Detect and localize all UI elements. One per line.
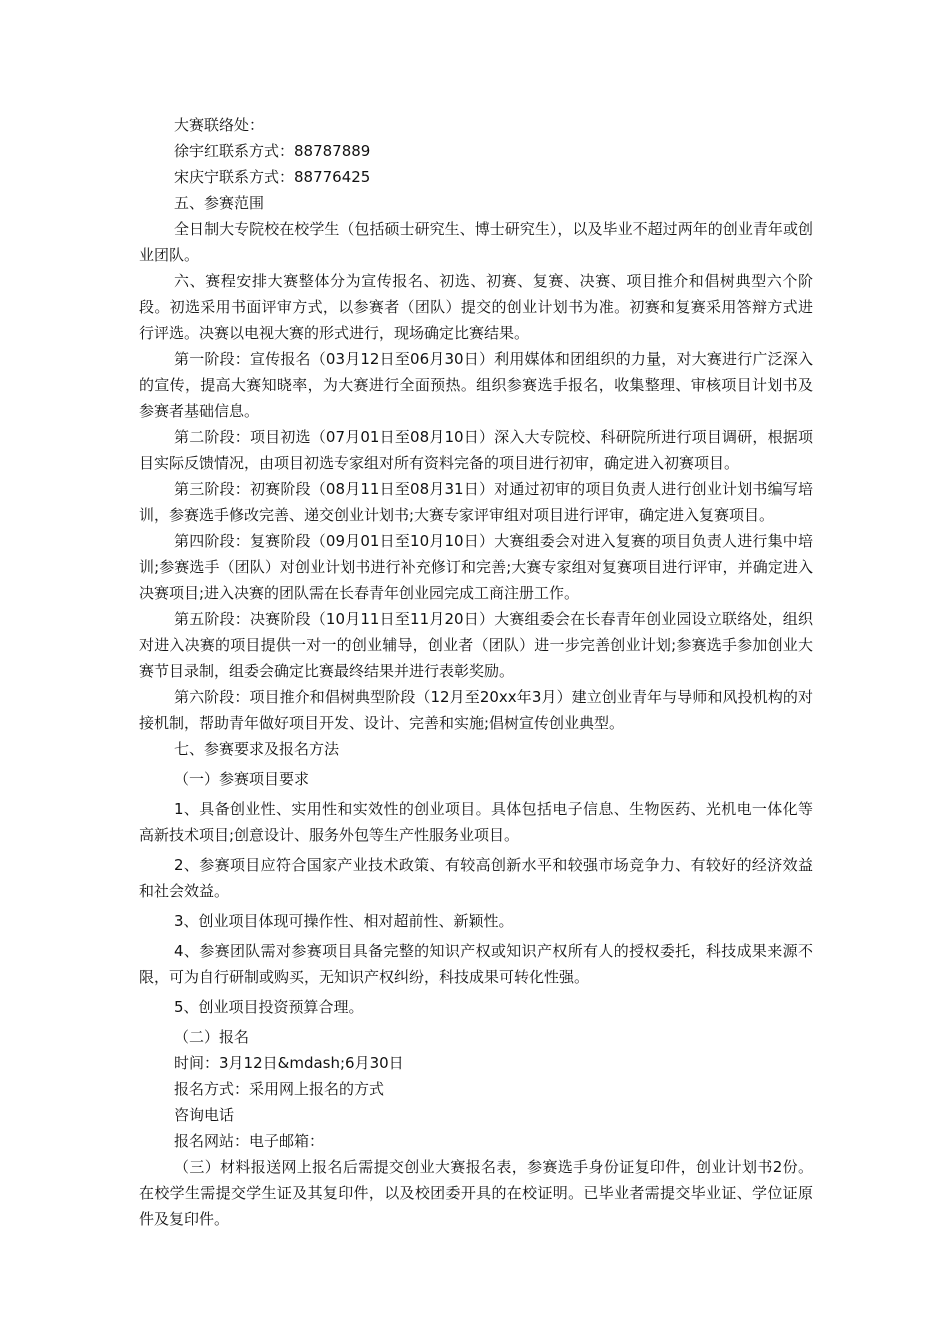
requirement-3: 3、创业项目体现可操作性、相对超前性、新颖性。 <box>174 912 514 930</box>
contact-xu: 徐宇红联系方式：88787889 <box>174 142 371 160</box>
registration-time: 时间：3月12日&mdash;6月30日 <box>174 1054 404 1072</box>
stage-3: 第三阶段：初赛阶段（08月11日至08月31日）对通过初审的项目负责人进行创业计划书编写培训，参赛选手修改完善、递交创业计划书;大赛专家评审组对项目进行评审，确定进入复赛项目。 <box>139 480 813 524</box>
requirement-5: 5、创业项目投资预算合理。 <box>174 998 364 1016</box>
contact-song: 宋庆宁联系方式：88776425 <box>174 168 371 186</box>
section-5-heading: 五、参赛范围 <box>174 194 265 212</box>
stage-5: 第五阶段：决赛阶段（10月11日至11月20日）大赛组委会在长春青年创业园设立联络处，组织对进入决赛的项目提供一对一的创业辅导，创业者（团队）进一步完善创业计划;参赛选手参加创业大赛节目录制，组委会确定比赛最终结果并进行表彰奖励。 <box>139 610 813 680</box>
section-7-heading: 七、参赛要求及报名方法 <box>174 740 340 758</box>
registration-method: 报名方式：采用网上报名的方式 <box>174 1080 385 1098</box>
contact-office-heading: 大赛联络处： <box>174 116 265 134</box>
document-body <box>139 112 813 1232</box>
stage-6: 第六阶段：项目推介和倡树典型阶段（12月至20xx年3月）建立创业青年与导师和风投机构的对接机制，帮助青年做好项目开发、设计、完善和实施;倡树宣传创业典型。 <box>139 688 813 732</box>
section-5-body: 全日制大专院校在校学生（包括硕士研究生、博士研究生），以及毕业不超过两年的创业青年或创业团队。 <box>139 220 813 264</box>
requirement-2: 2、参赛项目应符合国家产业技术政策、有较高创新水平和较强市场竞争力、有较好的经济效益和社会效益。 <box>139 856 813 900</box>
stage-1: 第一阶段：宣传报名（03月12日至06月30日）利用媒体和团组织的力量，对大赛进行广泛深入的宣传，提高大赛知晓率，为大赛进行全面预热。组织参赛选手报名，收集整理、审核项目计划书及参赛者基础信息。 <box>139 350 813 420</box>
subsection-3-materials: （三）材料报送网上报名后需提交创业大赛报名表，参赛选手身份证复印件，创业计划书2份。在校学生需提交学生证及其复印件，以及校团委开具的在校证明。已毕业者需提交毕业证、学位证原件及复印件。 <box>139 1158 813 1228</box>
section-6-body: 六、赛程安排大赛整体分为宣传报名、初选、初赛、复赛、决赛、项目推介和倡树典型六个阶段。初选采用书面评审方式，以参赛者（团队）提交的创业计划书为准。初赛和复赛采用答辩方式进行评选。决赛以电视大赛的形式进行，现场确定比赛结果。 <box>139 272 813 342</box>
consult-phone: 咨询电话 <box>174 1106 235 1124</box>
registration-website-email: 报名网站：电子邮箱： <box>174 1132 325 1150</box>
requirement-1: 1、具备创业性、实用性和实效性的创业项目。具体包括电子信息、生物医药、光机电一体化等高新技术项目;创意设计、服务外包等生产性服务业项目。 <box>139 800 813 844</box>
subsection-1-heading: （一）参赛项目要求 <box>174 770 310 788</box>
stage-4: 第四阶段：复赛阶段（09月01日至10月10日）大赛组委会对进入复赛的项目负责人进行集中培训;参赛选手（团队）对创业计划书进行补充修订和完善;大赛专家组对复赛项目进行评审，并确定进入决赛项目;进入决赛的团队需在长春青年创业园完成工商注册工作。 <box>139 532 813 602</box>
requirement-4: 4、参赛团队需对参赛项目具备完整的知识产权或知识产权所有人的授权委托，科技成果来源不限，可为自行研制或购买，无知识产权纠纷，科技成果可转化性强。 <box>139 942 813 986</box>
stage-2: 第二阶段：项目初选（07月01日至08月10日）深入大专院校、科研院所进行项目调研，根据项目实际反馈情况，由项目初选专家组对所有资料完备的项目进行初审，确定进入初赛项目。 <box>139 428 813 472</box>
subsection-2-heading: （二）报名 <box>174 1028 250 1046</box>
